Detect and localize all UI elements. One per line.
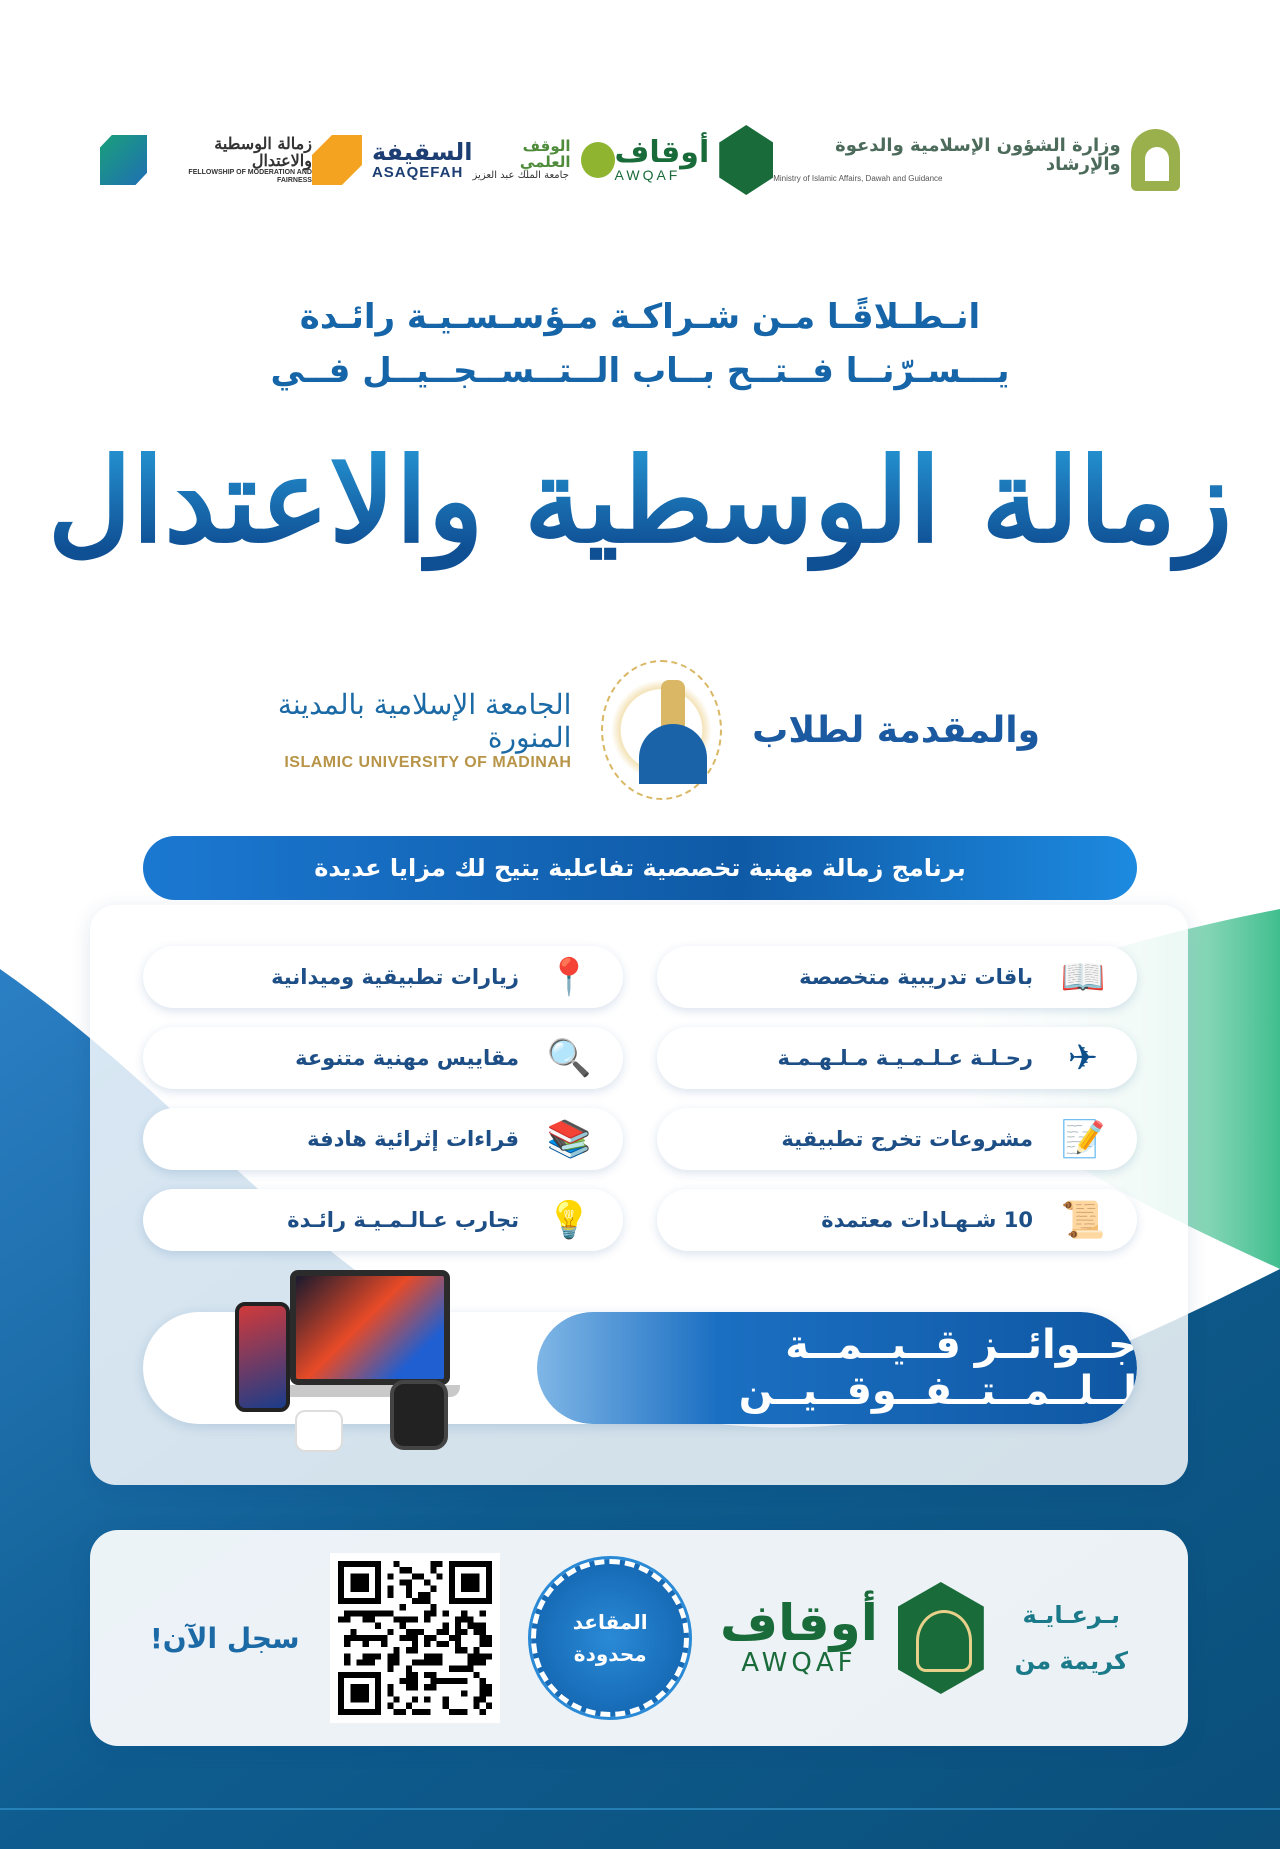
benefit-label: رحـلـة عـلـمـيـة مـلـهـمـة	[777, 1046, 1033, 1070]
open-book-icon: 📚	[546, 1119, 592, 1160]
benefit-label: باقات تدريبية متخصصة	[799, 965, 1033, 989]
magnifier-icon: 🔍	[546, 1038, 592, 1079]
target-label: والمقدمة لطلاب	[752, 709, 1040, 751]
partner-logos	[100, 110, 1180, 210]
fellowship-title: زمالة الوسطية والاعتدال	[0, 420, 1280, 582]
phone-icon	[235, 1302, 290, 1412]
registration-qr-code[interactable]	[330, 1553, 500, 1723]
register-now-link[interactable]: سجل الآن!	[150, 1621, 300, 1655]
limited-seats-badge	[531, 1559, 689, 1717]
palm-swords-icon	[719, 125, 773, 195]
university-name-ar: الجامعة الإسلامية بالمدينة المنورة	[277, 688, 572, 754]
awqaf-sponsor-ar: أوقاف	[720, 1594, 878, 1652]
prizes-text: جــوائــز قــيــمــة لــلــمــتــفــوقــيــن	[738, 1322, 1137, 1414]
intro-line-2: يـــسـرّنــا فــتــح بــاب الــتــســجــيــل فــي	[270, 351, 1010, 391]
asaqefah-name-ar: السقيفة	[371, 137, 473, 166]
fellowship-name-ar: زمالة الوسطية والاعتدال	[214, 133, 312, 170]
awqaf-name-ar: أوقاف	[614, 134, 710, 170]
book-icon: 📖	[1060, 957, 1106, 998]
sponsor-line-1: بـرعـايـة	[1022, 1601, 1121, 1629]
badge-line-2: محدودة	[573, 1642, 647, 1666]
benefit-label: زيارات تطبيقية وميدانية	[271, 965, 519, 989]
benefit-label: تجارب عـالـمـيـة رائـدة	[287, 1208, 519, 1232]
benefit-label: قراءات إثرائية هادفة	[307, 1127, 519, 1151]
benefit-item	[143, 1027, 623, 1089]
earbuds-icon	[295, 1410, 343, 1452]
mosque-emblem-icon	[1131, 129, 1180, 191]
target-audience	[240, 660, 1040, 800]
kau-name-ar: الوقف العلمي	[519, 137, 571, 171]
footer-card	[90, 1530, 1188, 1746]
benefit-label: مشروعات تخرج تطبيقية	[781, 1127, 1033, 1151]
awqaf-sponsor-en: AWQAF	[741, 1648, 857, 1678]
benefit-item	[657, 1108, 1137, 1170]
prizes-highlight	[537, 1312, 1137, 1424]
gate-icon	[639, 724, 707, 784]
awqaf-logo	[615, 125, 774, 195]
asaqefah-logo	[312, 135, 473, 185]
asaqefah-mark-icon	[312, 135, 362, 185]
fellowship-logo	[100, 135, 312, 185]
prize-devices-image	[200, 1262, 500, 1442]
smartwatch-icon	[390, 1380, 448, 1450]
kau-emblem-icon	[581, 142, 615, 178]
intro-line-1: انـطـلاقًـا مـن شـراكـة مـؤسـسـيـة رائـدة	[299, 297, 981, 337]
benefit-item	[657, 946, 1137, 1008]
fellowship-mark-icon	[100, 135, 147, 185]
benefit-label: مقاييس مهنية متنوعة	[295, 1046, 519, 1070]
ministry-logo	[773, 129, 1180, 191]
intro-text	[0, 290, 1280, 398]
fellowship-name-en: FELLOWSHIP OF MODERATION AND FAIRNESS	[188, 169, 312, 184]
ministry-name-ar: وزارة الشؤون الإسلامية والدعوة والإرشاد	[835, 134, 1121, 175]
notebook-icon: 📝	[1060, 1119, 1106, 1160]
benefits-grid	[143, 946, 1137, 1251]
kau-subtitle: جامعة الملك عبد العزيز	[472, 169, 569, 181]
badge-line-1: المقاعد	[572, 1610, 648, 1634]
qr-code-icon	[338, 1561, 492, 1715]
benefit-item	[657, 1189, 1137, 1251]
airplane-icon: ✈	[1067, 1037, 1099, 1079]
sponsor-text	[1015, 1592, 1128, 1684]
benefit-item	[657, 1027, 1137, 1089]
awqaf-name-en: AWQAF	[614, 167, 681, 184]
benefit-item	[143, 1108, 623, 1170]
awqaf-sponsor-logo	[720, 1582, 984, 1694]
ministry-name-en: Ministry of Islamic Affairs, Dawah and Guidance	[773, 173, 943, 183]
sponsor-line-2: كريمة من	[1014, 1647, 1128, 1675]
program-banner: برنامج زمالة مهنية تخصصية تفاعلية يتيح لك مزايا عديدة	[143, 836, 1137, 900]
benefit-item	[143, 946, 623, 1008]
university-name	[240, 688, 571, 772]
benefit-item	[143, 1189, 623, 1251]
kau-logo	[473, 139, 615, 181]
lightbulb-icon: 💡	[546, 1200, 592, 1241]
map-pin-icon: 📍	[546, 957, 592, 998]
university-name-en: ISLAMIC UNIVERSITY OF MADINAH	[284, 754, 572, 771]
university-emblem-icon	[601, 660, 722, 800]
certificate-icon: 📜	[1060, 1200, 1106, 1241]
benefit-label: 10 شـهـادات معتمدة	[821, 1208, 1033, 1232]
palm-swords-icon	[898, 1582, 984, 1694]
laptop-icon	[290, 1270, 450, 1385]
asaqefah-name-en: ASAQEFAH	[371, 163, 464, 181]
